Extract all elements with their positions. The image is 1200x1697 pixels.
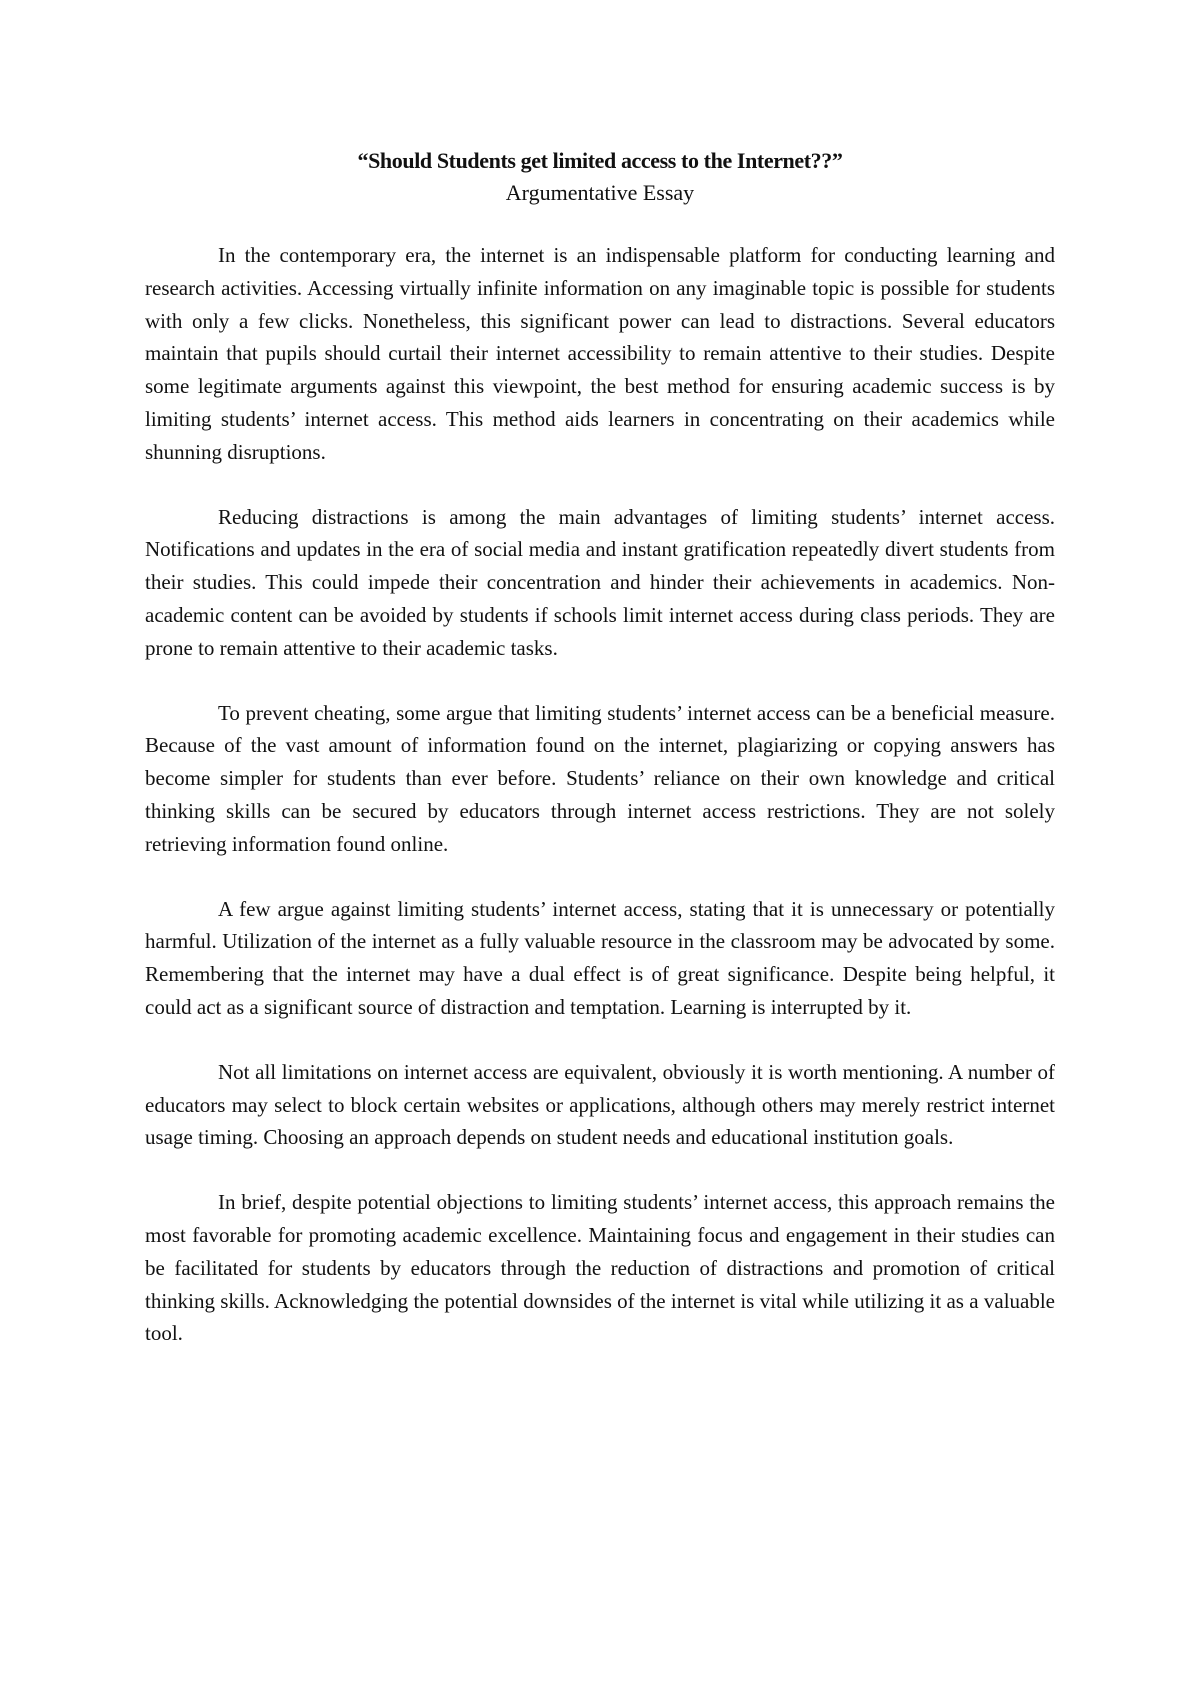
- essay-title: “Should Students get limited access to the Internet??”: [357, 148, 843, 173]
- paragraph-introduction: In the contemporary era, the internet is an indispensable platform for conducting learning and research activities. Accessing virtually infinite information on any imaginable topic is possible for students with only a few clicks. Nonetheless, this significant power can lead to distractions. Several educators maintain that pupils should curtail their internet accessibility to remain attentive to their studies. Despite some legitimate arguments against this viewpoint, the best method for ensuring academic success is by limiting students’ internet access. This method aids learners in concentrating on their academics while shunning disruptions.: [145, 243, 1055, 464]
- paragraph-cheating: To prevent cheating, some argue that limiting students’ internet access can be a beneficial measure. Because of the vast amount of information found on the internet, plagiarizing or copying answers has become simpler for students than ever before. Students’ reliance on their own knowledge and critical thinking skills can be secured by educators through internet access restrictions. They are not solely retrieving information found online.: [145, 700, 1055, 856]
- paragraph-counterargument: A few argue against limiting students’ internet access, stating that it is unnecessary or potentially harmful. Utilization of the internet as a fully valuable resource in the classroom may be advocated by some. Remembering that the internet may have a dual effect is of great significance. Despite being helpful, it could act as a significant source of distraction and temptation. Learning is interrupted by it.: [145, 896, 1055, 1019]
- paragraph-distractions: Reducing distractions is among the main advantages of limiting students’ internet access. Notifications and updates in the era of social media and instant gratification repeatedly divert students from their studies. This could impede their concentration and hinder their achievements in academics. Non-academic content can be avoided by students if schools limit internet access during class periods. They are prone to remain attentive to their academic tasks.: [145, 504, 1055, 660]
- document-body: [145, 145, 1055, 1382]
- essay-subtitle: Argumentative Essay: [505, 180, 695, 205]
- paragraph-limitations: Not all limitations on internet access are equivalent, obviously it is worth mentioning. A number of educators may select to block certain websites or applications, although others may merely restrict internet usage timing. Choosing an approach depends on student needs and educational institution goals.: [145, 1059, 1055, 1150]
- paragraph-conclusion: In brief, despite potential objections to limiting students’ internet access, this approach remains the most favorable for promoting academic excellence. Maintaining focus and engagement in their studies can be facilitated for students by educators through the reduction of distractions and promotion of critical thinking skills. Acknowledging the potential downsides of the internet is vital while utilizing it as a valuable tool.: [145, 1190, 1055, 1346]
